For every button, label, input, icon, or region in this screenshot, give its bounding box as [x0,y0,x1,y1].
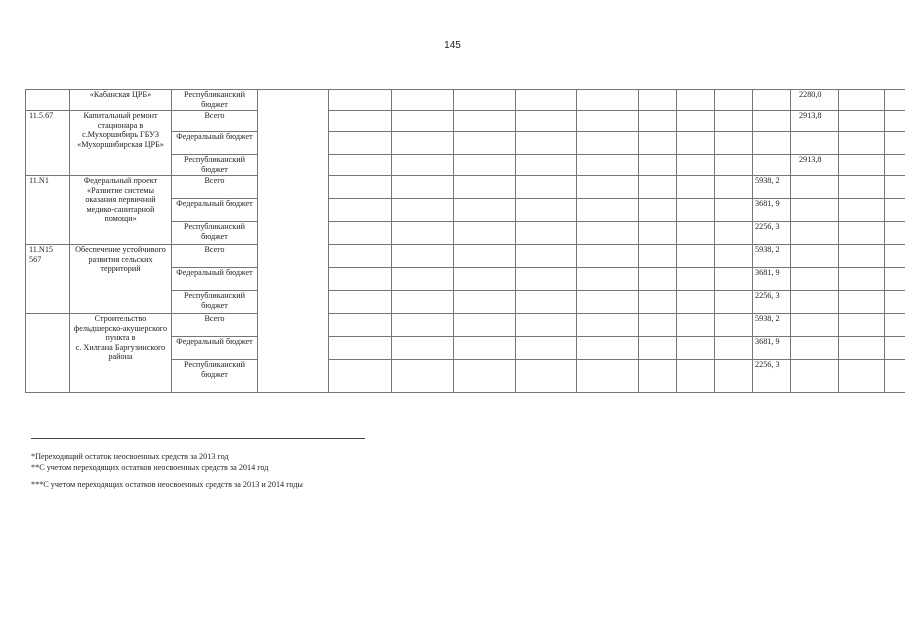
value-cell [791,314,839,337]
row-code: 11.N1 [26,176,70,245]
value-cell [791,245,839,268]
table-row [26,111,905,132]
value-cell [791,132,839,155]
table-row [26,176,905,199]
page-number: 145 [444,40,461,51]
funding-source: Республиканский бюджет [172,222,258,245]
value-cell: 2256, 3 [753,360,791,393]
funding-source: Всего [172,111,258,132]
funding-source: Всего [172,314,258,337]
value-cell: 3681, 9 [753,268,791,291]
value-cell: 3681, 9 [753,337,791,360]
value-cell [791,176,839,199]
value-cell: 3681, 9 [753,199,791,222]
funding-source: Всего [172,245,258,268]
project-name: «Кабанская ЦРБ» [70,90,172,111]
value-cell: 2913,8 [791,111,839,132]
value-cell [753,155,791,176]
value-cell [791,222,839,245]
merged-cell [258,90,329,393]
project-name-line: с. Хилгана Баргузинского района [75,342,166,362]
funding-source: Республиканский бюджет [172,155,258,176]
value-cell: 2256, 3 [753,291,791,314]
project-name-line: Капитальный ремонт стационара в с.Мухоршибирь ГБУЗ [82,111,159,140]
footnote: ***С учетом переходящих остатков неосвоенных средств за 2013 и 2014 годы [31,480,303,489]
table-row [26,245,905,268]
value-cell: 5938, 2 [753,176,791,199]
project-name: Обеспечение устойчивого развития сельских территорий [70,245,172,314]
funding-source: Федеральный бюджет [172,337,258,360]
value-cell [791,268,839,291]
project-name-line: Строительство фельдшерско-акушерского пункта в [73,314,168,343]
funding-source: Всего [172,176,258,199]
value-cell [753,90,791,111]
project-name [70,314,172,393]
budget-table [25,89,905,393]
row-code [26,314,70,393]
project-name: Федеральный проект «Развитие системы оказания первичной медико-санитарной помощи» [70,176,172,245]
row-code: 11.N15 567 [26,245,70,314]
value-cell [753,111,791,132]
funding-source: Федеральный бюджет [172,199,258,222]
funding-source: Федеральный бюджет [172,268,258,291]
funding-source: Республиканский бюджет [172,360,258,393]
footnote-divider [31,438,365,439]
value-cell [791,199,839,222]
funding-source: Республиканский бюджет [172,291,258,314]
value-cell [791,360,839,393]
value-cell: 5938, 2 [753,245,791,268]
value-cell: 2913,8 [791,155,839,176]
value-cell [753,132,791,155]
table-row [26,90,905,111]
row-code: 11.5.67 [26,111,70,176]
funding-source: Федеральный бюджет [172,132,258,155]
value-cell: 2256, 3 [753,222,791,245]
project-name-line: «Мухоршибирская ЦРБ» [77,139,164,149]
value-cell [791,291,839,314]
table-row [26,314,905,337]
footnote: *Переходящий остаток неосвоенных средств за 2013 год [31,452,229,461]
value-cell: 2280,0 [791,90,839,111]
project-name [70,111,172,176]
value-cell [791,337,839,360]
footnote: **С учетом переходящих остатков неосвоенных средств за 2014 год [31,463,269,472]
funding-source: Республиканский бюджет [172,90,258,111]
value-cell: 5938, 2 [753,314,791,337]
